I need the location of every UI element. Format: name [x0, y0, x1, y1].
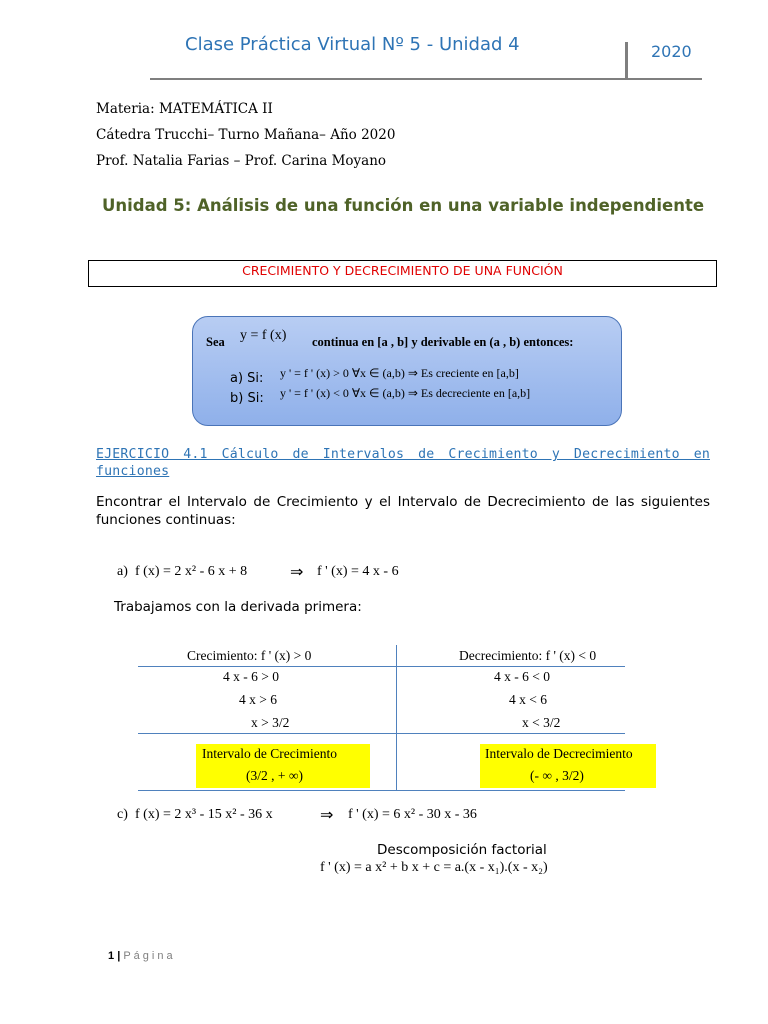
- table-bottom-rule: [138, 790, 625, 791]
- growth-result-interval: (3/2 , + ∞): [246, 768, 303, 783]
- decrease-step-1: 4 x - 6 < 0: [494, 669, 550, 684]
- decrease-step-3: x < 3/2: [522, 715, 561, 730]
- item-c-derivative: f ' (x) = 6 x² - 30 x - 36: [348, 807, 477, 822]
- header-divider: [625, 42, 628, 78]
- factor-formula: f ' (x) = a x² + b x + c = a.(x - x₁).(x - x₂): [320, 860, 548, 875]
- table-header-rule: [138, 666, 625, 667]
- document-header-title: Clase Práctica Virtual Nº 5 - Unidad 4: [185, 34, 520, 55]
- page-word: Página: [123, 950, 176, 962]
- rule-case-a-label: a) Si:: [230, 371, 264, 386]
- header-rule: [150, 78, 702, 80]
- table-head-growth: Crecimiento: f ' (x) > 0: [187, 648, 312, 663]
- page-number: 1: [108, 950, 115, 962]
- growth-step-2: 4 x > 6: [239, 692, 277, 707]
- subject-line: Materia: MATEMÁTICA II: [96, 101, 273, 117]
- topic-title: CRECIMIENTO Y DECRECIMIENTO DE UNA FUNCIÓN: [242, 263, 563, 278]
- table-middle-rule: [138, 733, 625, 734]
- rule-case-a-expression: y ' = f ' (x) > 0 ∀x ∈ (a,b) ⇒ Es creciente en [a,b]: [280, 366, 519, 380]
- header-year: 2020: [651, 42, 692, 61]
- teachers-line: Prof. Natalia Farias – Prof. Carina Moyano: [96, 153, 387, 169]
- item-a-label: a): [117, 564, 128, 579]
- rule-function: y = f (x): [240, 328, 287, 343]
- growth-step-3: x > 3/2: [251, 715, 290, 730]
- unit-title: Unidad 5: Análisis de una función en una variable independiente: [101, 196, 705, 215]
- item-c-function: f (x) = 2 x³ - 15 x² - 36 x: [135, 807, 273, 822]
- decrease-result-title: Intervalo de Decrecimiento: [485, 746, 633, 761]
- item-c-implies: ⇒: [320, 807, 334, 824]
- page-footer: [108, 950, 176, 962]
- item-a-derivative: f ' (x) = 4 x - 6: [317, 564, 399, 579]
- chair-line: Cátedra Trucchi– Turno Mañana– Año 2020: [96, 127, 396, 143]
- footer-separator: |: [117, 950, 121, 962]
- table-divider: [396, 645, 397, 790]
- table-head-decrease: Decrecimiento: f ' (x) < 0: [459, 648, 597, 663]
- growth-step-1: 4 x - 6 > 0: [223, 669, 279, 684]
- rule-case-b-expression: y ' = f ' (x) < 0 ∀x ∈ (a,b) ⇒ Es decreciente en [a,b]: [280, 386, 531, 400]
- rule-sea: Sea: [206, 335, 225, 349]
- decrease-result-interval: (- ∞ , 3/2): [530, 768, 584, 783]
- decrease-step-2: 4 x < 6: [509, 692, 547, 707]
- item-a-function: f (x) = 2 x² - 6 x + 8: [135, 564, 248, 579]
- growth-result-title: Intervalo de Crecimiento: [202, 746, 337, 761]
- item-c-label: c): [117, 807, 128, 822]
- exercise-intro: Encontrar el Intervalo de Crecimiento y el Intervalo de Decrecimiento de las siguientes funciones continuas:: [96, 494, 710, 528]
- rule-case-b-label: b) Si:: [230, 391, 264, 406]
- work-note: Trabajamos con la derivada primera:: [114, 599, 362, 615]
- exercise-title: EJERCICIO 4.1 Cálculo de Intervalos de Crecimiento y Decrecimiento en funciones: [96, 447, 710, 479]
- rule-condition: continua en [a , b] y derivable en (a , b) entonces:: [312, 335, 574, 349]
- item-a-implies: ⇒: [290, 564, 304, 581]
- factor-title: Descomposición factorial: [377, 842, 547, 858]
